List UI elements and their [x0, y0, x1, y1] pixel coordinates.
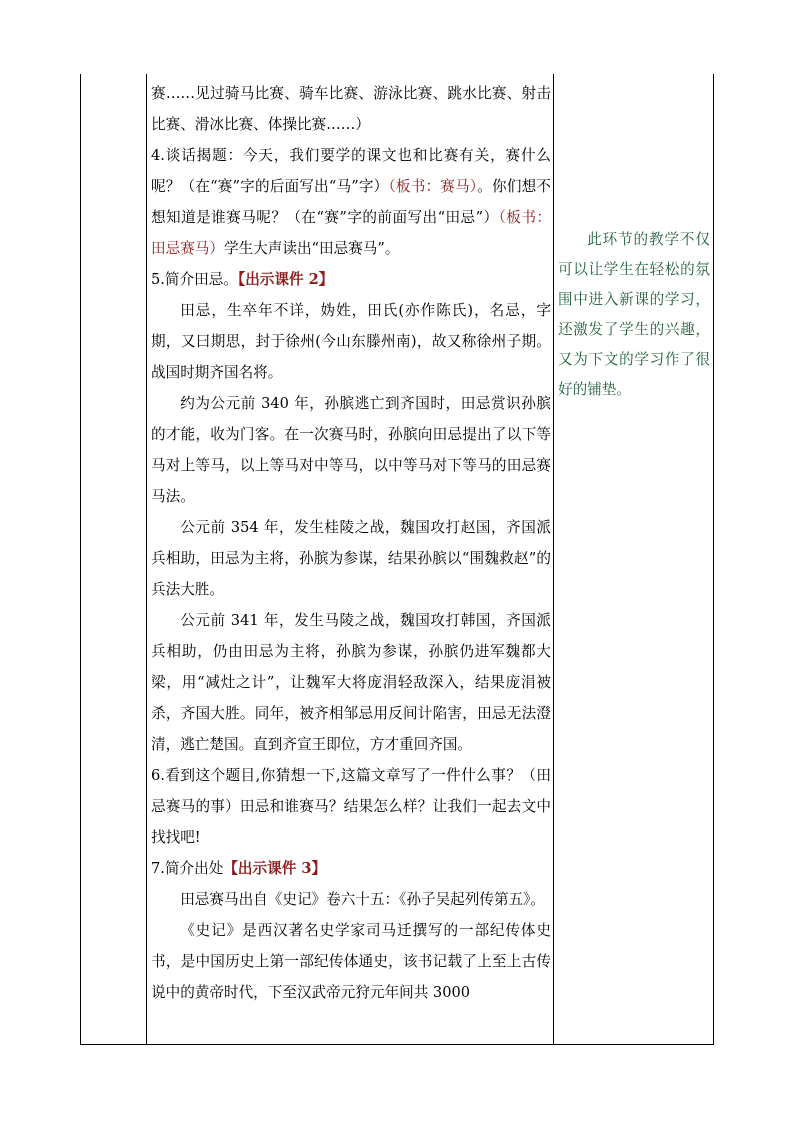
teaching-process-column	[151, 78, 551, 1008]
table-border-right	[713, 74, 714, 1045]
table-divider-1	[146, 74, 147, 1045]
paragraph-3: 5.简介田忌。【出示课件 2】	[151, 271, 334, 288]
design-note: 此环节的教学不仅可以让学生在轻松的氛围中进入新课的学习，还激发了学生的兴趣，又为下文的学习作了很好的铺垫。	[558, 231, 710, 398]
paragraph-6: 公元前 354 年，发生桂陵之战，魏国攻打赵国，齐国派兵相助，田忌为主将，孙膑为参谋，结果孙膑以“围魏救赵”的兵法大胜。	[151, 519, 551, 598]
paragraph-11: 《史记》是西汉著名史学家司马迁撰写的一部纪传体史书，是中国历史上第一部纪传体通史，该书记载了上至上古传说中的黄帝时代，下至汉武帝元狩元年间共 3000	[151, 922, 551, 1001]
paragraph-9: 7.简介出处【出示课件 3】	[151, 860, 327, 877]
courseware-label-2: 【出示课件 2】	[237, 271, 334, 288]
table-border-left	[80, 74, 81, 1045]
paragraph-8: 6.看到这个题目,你猜想一下,这篇文章写了一件什么事？（田忌赛马的事）田忌和谁赛马？结果怎么样？让我们一起去文中找找吧!	[151, 767, 551, 846]
board-note-2: （板书：田忌赛马）	[151, 209, 551, 257]
board-note-1: （板书：赛马）	[388, 178, 478, 195]
paragraph-5: 约为公元前 340 年，孙膑逃亡到齐国时，田忌赏识孙膑的才能，收为门客。在一次赛马时，孙膑向田忌提出了以下等马对上等马，以上等马对中等马，以中等马对下等马的田忌赛马法。	[151, 395, 551, 505]
table-border-bottom	[80, 1044, 714, 1045]
paragraph-4: 田忌，生卒年不详，妫姓，田氏(亦作陈氏)，名忌，字期，又曰期思，封于徐州(今山东滕州南)，故又称徐州子期。战国时期齐国名将。	[151, 302, 551, 381]
courseware-label-3: 【出示课件 3】	[223, 860, 327, 877]
table-divider-2	[553, 74, 554, 1045]
paragraph-7: 公元前 341 年，发生马陵之战，魏国攻打韩国，齐国派兵相助，仍由田忌为主将，孙膑为参谋，孙膑仍进军魏都大梁，用“减灶之计”，让魏军大将庞涓轻敌深入，结果庞涓被杀，齐国大胜。同年，被齐相邹忌用反间计陷害，田忌无法澄清，逃亡楚国。直到齐宣王即位，方才重回齐国。	[151, 612, 551, 753]
paragraph-2: 4.谈话揭题：今天，我们要学的课文也和比赛有关，赛什么呢？（在“赛”字的后面写出“马”字）（板书：赛马）。你们想不想知道是谁赛马呢？（在“赛”字的前面写出“田忌”）（板书：田忌赛马）学生大声读出“田忌赛马”。	[151, 147, 551, 257]
paragraph-10: 田忌赛马出自《史记》卷六十五：《孙子吴起列传第五》。	[180, 891, 546, 908]
design-intent-column	[558, 225, 710, 405]
paragraph-1: 赛……见过骑马比赛、骑车比赛、游泳比赛、跳水比赛、射击比赛、滑冰比赛、体操比赛……）	[151, 85, 551, 133]
